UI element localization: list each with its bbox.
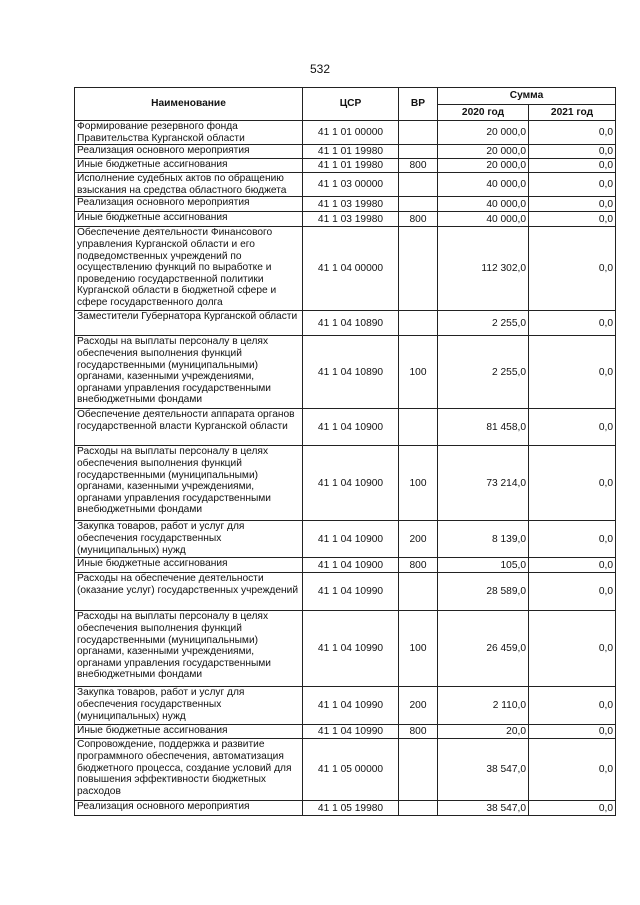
row-name: Иные бюджетные ассигнования (75, 725, 303, 739)
row-csr: 41 1 04 10900 (303, 521, 399, 558)
row-name: Обеспечение деятельности аппарата органов государственной власти Курганской области (75, 409, 303, 446)
row-csr: 41 1 03 19980 (303, 212, 399, 227)
table-row (75, 446, 616, 521)
row-2021: 0,0 (529, 212, 616, 227)
row-vr (399, 409, 438, 446)
header-2021: 2021 год (529, 105, 616, 121)
row-name: Закупка товаров, работ и услуг для обеспечения государственных (муниципальных) нужд (75, 521, 303, 558)
budget-table (74, 87, 616, 816)
row-2021: 0,0 (529, 801, 616, 816)
table-row (75, 611, 616, 687)
row-vr: 200 (399, 521, 438, 558)
row-csr: 41 1 04 10900 (303, 446, 399, 521)
row-vr (399, 121, 438, 145)
table-row (75, 173, 616, 197)
row-2020: 73 214,0 (438, 446, 529, 521)
row-name: Расходы на выплаты персоналу в целях обеспечения выполнения функций государственными (муниципальными) органами, казенными учреждениями, органами управления государственными внебюджетными фондами (75, 446, 303, 521)
row-2021: 0,0 (529, 558, 616, 573)
row-vr (399, 173, 438, 197)
row-2021: 0,0 (529, 159, 616, 173)
row-2021: 0,0 (529, 197, 616, 212)
row-2021: 0,0 (529, 573, 616, 611)
row-vr: 800 (399, 212, 438, 227)
row-name: Реализация основного мероприятия (75, 145, 303, 159)
header-vr: ВР (399, 88, 438, 121)
row-2021: 0,0 (529, 739, 616, 801)
header-2020: 2020 год (438, 105, 529, 121)
row-2021: 0,0 (529, 725, 616, 739)
table-row (75, 145, 616, 159)
row-csr: 41 1 01 19980 (303, 145, 399, 159)
row-vr (399, 145, 438, 159)
row-2021: 0,0 (529, 336, 616, 409)
row-2020: 112 302,0 (438, 227, 529, 311)
row-csr: 41 1 04 10900 (303, 558, 399, 573)
row-2020: 40 000,0 (438, 173, 529, 197)
row-2021: 0,0 (529, 446, 616, 521)
row-vr (399, 197, 438, 212)
row-name: Иные бюджетные ассигнования (75, 558, 303, 573)
header-sum: Сумма (438, 88, 616, 105)
row-name: Заместители Губернатора Курганской области (75, 311, 303, 336)
table-row (75, 311, 616, 336)
table-row (75, 573, 616, 611)
table-row (75, 739, 616, 801)
row-2020: 26 459,0 (438, 611, 529, 687)
table-row (75, 159, 616, 173)
row-csr: 41 1 03 00000 (303, 173, 399, 197)
row-csr: 41 1 05 19980 (303, 801, 399, 816)
row-2020: 20,0 (438, 725, 529, 739)
row-2021: 0,0 (529, 173, 616, 197)
row-name: Расходы на выплаты персоналу в целях обеспечения выполнения функций государственными (муниципальными) органами, казенными учреждениями, органами управления государственными внебюджетными фондами (75, 611, 303, 687)
row-2020: 20 000,0 (438, 159, 529, 173)
row-csr: 41 1 01 00000 (303, 121, 399, 145)
row-csr: 41 1 04 10890 (303, 336, 399, 409)
row-vr (399, 739, 438, 801)
row-2020: 8 139,0 (438, 521, 529, 558)
table-row (75, 801, 616, 816)
row-csr: 41 1 04 10990 (303, 573, 399, 611)
table-row (75, 336, 616, 409)
row-name: Обеспечение деятельности Финансового управления Курганской области и его подведомственных учреждений по осуществлению функций по выработке и проведению государственной политики Курганской области в бюджетной сфере и сфере государственного долга (75, 227, 303, 311)
row-2020: 38 547,0 (438, 801, 529, 816)
row-2021: 0,0 (529, 145, 616, 159)
row-2020: 20 000,0 (438, 121, 529, 145)
row-2021: 0,0 (529, 611, 616, 687)
row-csr: 41 1 04 10890 (303, 311, 399, 336)
row-2021: 0,0 (529, 521, 616, 558)
table-row (75, 197, 616, 212)
row-2020: 40 000,0 (438, 197, 529, 212)
row-vr: 800 (399, 558, 438, 573)
row-vr: 100 (399, 611, 438, 687)
row-2021: 0,0 (529, 311, 616, 336)
row-csr: 41 1 03 19980 (303, 197, 399, 212)
row-csr: 41 1 04 00000 (303, 227, 399, 311)
row-2020: 2 255,0 (438, 311, 529, 336)
table-row (75, 121, 616, 145)
row-2020: 2 110,0 (438, 687, 529, 725)
row-name: Формирование резервного фонда Правительства Курганской области (75, 121, 303, 145)
row-2021: 0,0 (529, 409, 616, 446)
row-2021: 0,0 (529, 687, 616, 725)
row-csr: 41 1 01 19980 (303, 159, 399, 173)
row-vr: 800 (399, 159, 438, 173)
table-row (75, 521, 616, 558)
row-csr: 41 1 04 10990 (303, 725, 399, 739)
row-2020: 2 255,0 (438, 336, 529, 409)
row-vr (399, 311, 438, 336)
table-row (75, 409, 616, 446)
row-vr (399, 227, 438, 311)
table-row (75, 227, 616, 311)
table-row (75, 687, 616, 725)
row-name: Иные бюджетные ассигнования (75, 212, 303, 227)
row-name: Иные бюджетные ассигнования (75, 159, 303, 173)
row-name: Сопровождение, поддержка и развитие программного обеспечения, автоматизация бюджетного процесса, создание условий для повышения эффективности бюджетных расходов (75, 739, 303, 801)
table-row (75, 725, 616, 739)
row-name: Реализация основного мероприятия (75, 197, 303, 212)
row-2020: 105,0 (438, 558, 529, 573)
row-2021: 0,0 (529, 121, 616, 145)
table-row (75, 212, 616, 227)
row-vr: 200 (399, 687, 438, 725)
row-vr: 100 (399, 336, 438, 409)
row-2020: 81 458,0 (438, 409, 529, 446)
row-vr: 800 (399, 725, 438, 739)
row-vr: 100 (399, 446, 438, 521)
row-name: Закупка товаров, работ и услуг для обеспечения государственных (муниципальных) нужд (75, 687, 303, 725)
page-number: 532 (309, 62, 331, 76)
header-csr: ЦСР (303, 88, 399, 121)
row-csr: 41 1 05 00000 (303, 739, 399, 801)
row-2020: 20 000,0 (438, 145, 529, 159)
row-2020: 40 000,0 (438, 212, 529, 227)
row-vr (399, 573, 438, 611)
row-name: Расходы на выплаты персоналу в целях обеспечения выполнения функций государственными (муниципальными) органами, казенными учреждениями, органами управления государственными внебюджетными фондами (75, 336, 303, 409)
table-body (75, 121, 616, 816)
table-row (75, 558, 616, 573)
row-name: Расходы на обеспечение деятельности (оказание услуг) государственных учреждений (75, 573, 303, 611)
row-2020: 28 589,0 (438, 573, 529, 611)
row-2021: 0,0 (529, 227, 616, 311)
header-name: Наименование (75, 88, 303, 121)
row-vr (399, 801, 438, 816)
row-csr: 41 1 04 10900 (303, 409, 399, 446)
row-csr: 41 1 04 10990 (303, 687, 399, 725)
row-name: Реализация основного мероприятия (75, 801, 303, 816)
row-2020: 38 547,0 (438, 739, 529, 801)
row-csr: 41 1 04 10990 (303, 611, 399, 687)
row-name: Исполнение судебных актов по обращению взыскания на средства областного бюджета (75, 173, 303, 197)
